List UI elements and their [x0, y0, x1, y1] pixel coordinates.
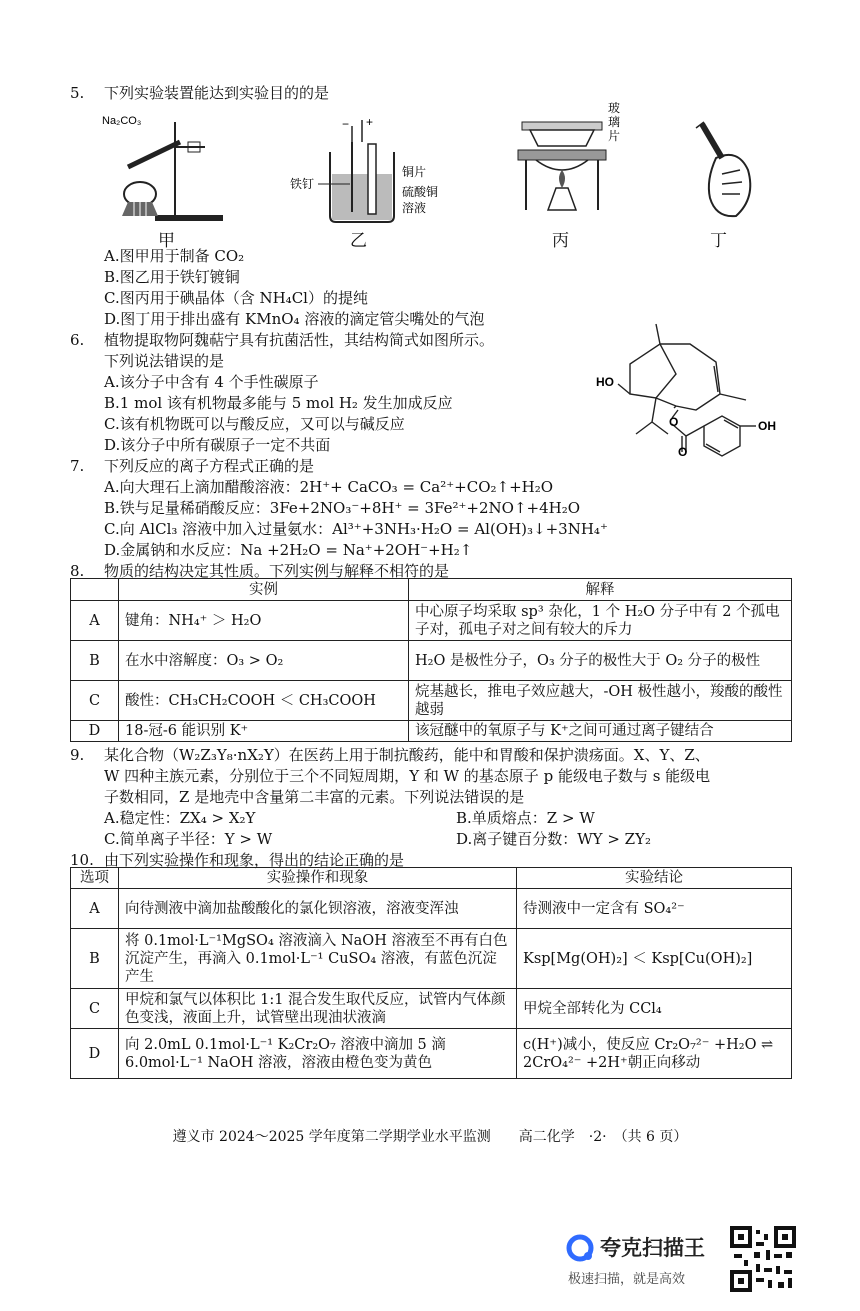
explanation-cell: 烷基越长，推电子效应越大，-OH 极性越小，羧酸的酸性越弱: [409, 681, 792, 721]
operation-cell: 甲烷和氯气以体积比 1:1 混合发生取代反应，试管内气体颜色变浅，液面上升，试管壁出现油状液滴: [119, 989, 517, 1029]
conclusion-cell: c(H⁺)减小，使反应 Cr₂O₇²⁻ +H₂O ⇌ 2CrO₄²⁻ +2H⁺朝正向移动: [517, 1029, 792, 1079]
structural-formula: [590, 322, 800, 457]
struct-label-o-ester: O: [669, 415, 679, 429]
q10-header-option: 选项: [71, 868, 119, 889]
question-text: 下列实验装置能达到实验目的的是: [104, 84, 330, 102]
caption-jia: 甲: [158, 231, 175, 251]
q5-option-b: B.图乙用于铁钉镀铜: [104, 268, 240, 286]
question-5-stem: [70, 84, 329, 103]
q5-option-a: A.图甲用于制备 CO₂: [104, 247, 245, 265]
q7-option-a: A.向大理石上滴加醋酸溶液：2H⁺+ CaCO₃ = Ca²⁺+CO₂↑+H₂O: [104, 478, 554, 496]
explanation-cell: 该冠醚中的氧原子与 K⁺之间可通过离子键结合: [409, 721, 792, 742]
question-number: 8.: [70, 562, 85, 580]
page-footer: 遵义市 2024～2025 学年度第二学期学业水平监测 高二化学 ·2· （共 6 页）: [172, 1129, 688, 1145]
table-row: [71, 1029, 792, 1079]
brand-slogan: 极速扫描，就是高效: [568, 1272, 686, 1287]
label-copper-sheet: 铜片: [402, 165, 427, 179]
label-na2co3: Na₂CO₃: [102, 115, 142, 127]
caption-ding: 丁: [710, 231, 727, 251]
q6-option-a: A.该分子中含有 4 个手性碳原子: [104, 373, 319, 391]
q6-option-c: C.该有机物既可以与酸反应，又可以与碱反应: [104, 415, 405, 433]
explanation-cell: H₂O 是极性分子，O₃ 分子的极性大于 O₂ 分子的极性: [409, 641, 792, 681]
row-label: A: [71, 889, 119, 929]
question-text: 由下列实验操作和现象，得出的结论正确的是: [104, 851, 405, 869]
table-row: [71, 989, 792, 1029]
caption-bing: 丙: [552, 231, 569, 251]
label-glass-3: 片: [608, 129, 621, 143]
question-6-stem-2: 下列说法错误的是: [104, 352, 225, 370]
scanner-watermark: [566, 1228, 726, 1288]
q5-option-d: D.图丁用于排出盛有 KMnO₄ 溶液的滴定管尖嘴处的气泡: [104, 310, 485, 328]
row-label: C: [71, 681, 119, 721]
figure-jia-apparatus: [100, 112, 240, 228]
label-iron-nail: 铁钉: [290, 177, 315, 191]
q8-header-example: 实例: [119, 579, 409, 601]
q8-header-blank: [71, 579, 119, 601]
caption-yi: 乙: [350, 231, 367, 251]
figure-ding-burette: [676, 118, 766, 228]
q7-option-d: D.金属钠和水反应：Na +2H₂O = Na⁺+2OH⁻+H₂↑: [104, 541, 473, 559]
label-cuso4-1: 硫酸铜: [402, 185, 439, 199]
label-glass-2: 璃: [608, 115, 621, 129]
question-6-stem: [70, 331, 494, 350]
question-text: 物质的结构决定其性质。下列实例与解释不相符的是: [104, 562, 450, 580]
q10-table: [70, 867, 792, 1079]
question-number: 10.: [70, 851, 94, 869]
qr-code-icon: [730, 1226, 796, 1292]
figure-yi-electroplating: [290, 112, 440, 228]
question-number: 5.: [70, 84, 85, 102]
table-row: [71, 889, 792, 929]
q8-table: [70, 578, 792, 742]
struct-label-oh: OH: [758, 419, 776, 433]
row-label: D: [71, 721, 119, 742]
question-text-line1: 某化合物（W₂Z₃Y₈·nX₂Y）在医药上用于制抗酸药，能中和胃酸和保护溃疡面。X、Y、Z、: [104, 746, 710, 764]
conclusion-cell: 待测液中一定含有 SO₄²⁻: [517, 889, 792, 929]
table-row: [71, 929, 792, 989]
example-cell: 酸性：CH₃CH₂COOH ＜ CH₃COOH: [119, 681, 409, 721]
struct-label-o-carbonyl: O: [678, 445, 688, 457]
q5-option-c: C.图丙用于碘晶体（含 NH₄Cl）的提纯: [104, 289, 368, 307]
operation-cell: 将 0.1mol·L⁻¹MgSO₄ 溶液滴入 NaOH 溶液至不再有白色沉淀产生，再滴入 0.1mol·L⁻¹ CuSO₄ 溶液，有蓝色沉淀产生: [119, 929, 517, 989]
example-cell: 键角：NH₄⁺ ＞ H₂O: [119, 601, 409, 641]
label-glass-1: 玻: [608, 102, 621, 115]
q7-option-c: C.向 AlCl₃ 溶液中加入过量氨水：Al³⁺+3NH₃·H₂O = Al(OH)₃↓+3NH₄⁺: [104, 520, 608, 538]
row-label: A: [71, 601, 119, 641]
question-9-stem: [70, 746, 710, 765]
svg-text:+: +: [366, 115, 374, 129]
struct-label-ho: HO: [596, 375, 614, 389]
q9-option-d: D.离子键百分数：WY > ZY₂: [456, 830, 652, 848]
row-label: C: [71, 989, 119, 1029]
table-row: [71, 681, 792, 721]
quark-logo-icon: [566, 1234, 594, 1262]
brand-name: 夸克扫描王: [600, 1236, 705, 1260]
figure-bing-sublimation: [508, 102, 628, 228]
question-number: 7.: [70, 457, 85, 475]
question-number: 9.: [70, 746, 85, 764]
table-row: [71, 641, 792, 681]
q9-option-c: C.简单离子半径：Y > W: [104, 830, 273, 848]
question-text: 植物提取物阿魏萜宁具有抗菌活性，其结构简式如图所示。: [104, 331, 495, 349]
row-label: D: [71, 1029, 119, 1079]
table-row: [71, 721, 792, 742]
q6-option-b: B.1 mol 该有机物最多能与 5 mol H₂ 发生加成反应: [104, 394, 453, 412]
q6-option-d: D.该分子中所有碳原子一定不共面: [104, 436, 331, 454]
conclusion-cell: Ksp[Mg(OH)₂] ＜ Ksp[Cu(OH)₂]: [517, 929, 792, 989]
example-cell: 在水中溶解度：O₃ > O₂: [119, 641, 409, 681]
explanation-cell: 中心原子均采取 sp³ 杂化，1 个 H₂O 分子中有 2 个孤电子对，孤电子对之间有较大的斥力: [409, 601, 792, 641]
operation-cell: 向 2.0mL 0.1mol·L⁻¹ K₂Cr₂O₇ 溶液中滴加 5 滴 6.0mol·L⁻¹ NaOH 溶液，溶液由橙色变为黄色: [119, 1029, 517, 1079]
q10-header-conclusion: 实验结论: [517, 868, 792, 889]
operation-cell: 向待测液中滴加盐酸酸化的氯化钡溶液，溶液变浑浊: [119, 889, 517, 929]
q9-option-a: A.稳定性：ZX₄ > X₂Y: [104, 809, 256, 827]
question-number: 6.: [70, 331, 85, 349]
question-9-text-line2: W 四种主族元素，分别位于三个不同短周期，Y 和 W 的基态原子 p 能级电子数与 s 能级电: [104, 767, 711, 785]
table-row: [71, 601, 792, 641]
svg-text:−: −: [342, 117, 350, 131]
q9-option-b: B.单质熔点：Z > W: [456, 809, 595, 827]
question-text: 下列反应的离子方程式正确的是: [104, 457, 315, 475]
label-cuso4-2: 溶液: [402, 201, 427, 215]
q7-option-b: B.铁与足量稀硝酸反应：3Fe+2NO₃⁻+8H⁺ = 3Fe²⁺+2NO↑+4H₂O: [104, 499, 581, 517]
question-7-stem: [70, 457, 314, 476]
question-9-text-line3: 子数相同，Z 是地壳中含量第二丰富的元素。下列说法错误的是: [104, 788, 525, 806]
q8-header-explanation: 解释: [409, 579, 792, 601]
example-cell: 18-冠-6 能识别 K⁺: [119, 721, 409, 742]
row-label: B: [71, 641, 119, 681]
conclusion-cell: 甲烷全部转化为 CCl₄: [517, 989, 792, 1029]
row-label: B: [71, 929, 119, 989]
q10-header-operation: 实验操作和现象: [119, 868, 517, 889]
